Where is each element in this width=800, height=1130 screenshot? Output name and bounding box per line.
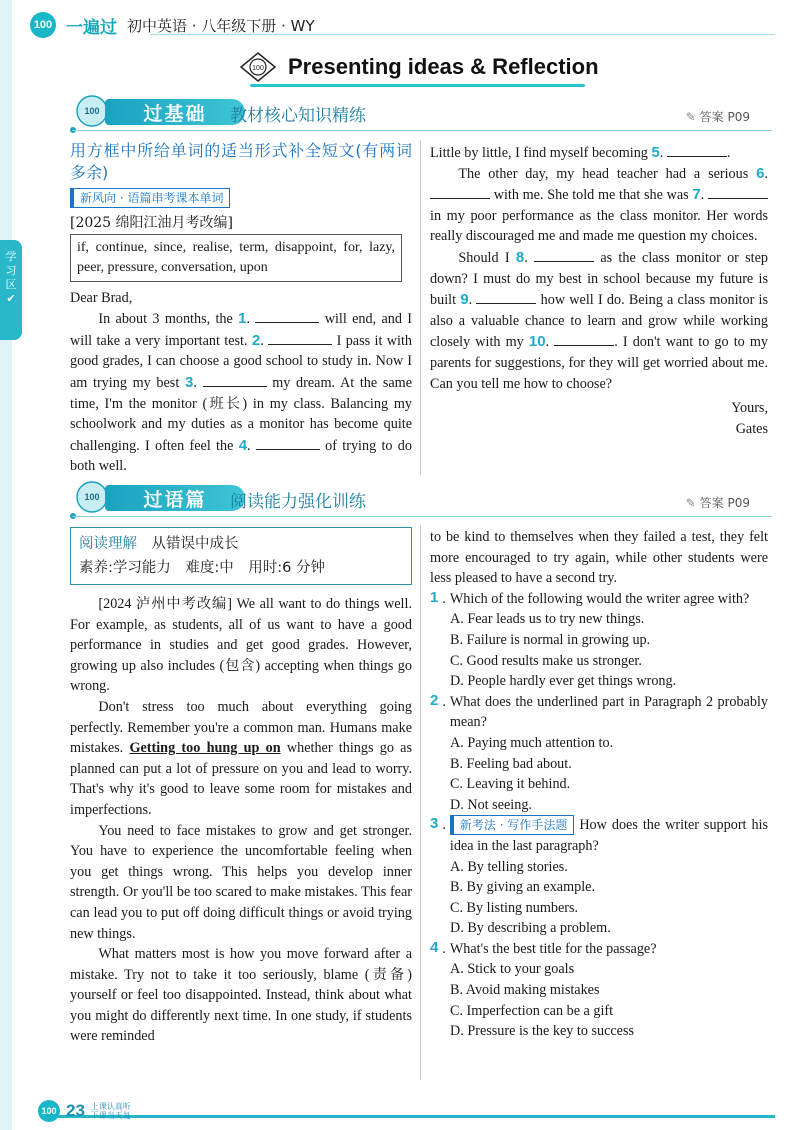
section-banner-label: 过基础	[105, 99, 245, 125]
page-edge-decoration	[0, 0, 12, 1130]
sidebar-study-tab[interactable]	[0, 240, 22, 340]
passage-paragraph-3: You need to face mistakes to grow and get stronger. You have to experience the uncomfortable feeling when you get things wrong. This helps you develop inner strength. Or you'll be too scared to make mistakes. This fear can lead you to put off doing difficult things or avoid trying new things.	[70, 822, 412, 942]
svg-text:100: 100	[252, 65, 264, 72]
letter-paragraph-3: Should I 8. as the class monitor or step down? I must do my best in school because my future is built 9. how well I do. Being a class monitor is also a valuable chance to learn and grow while working closely with my 10. . I don't want to go to my parents for suggestions, for they will get worried about me. Can you tell me how to choose?	[430, 248, 769, 392]
svg-text:100: 100	[84, 492, 100, 502]
letter-paragraph-1-cont: Little by little, I find myself becoming 5. .	[430, 144, 731, 161]
question-number: 3	[430, 815, 439, 833]
option[interactable]: A. Paying much attention to.	[450, 734, 614, 751]
question-text: What's the best title for the passage?	[449, 940, 657, 957]
answer-blank[interactable]	[534, 247, 594, 262]
check-icon: ✔	[6, 292, 16, 305]
column-divider	[420, 140, 421, 475]
banner-rule	[72, 130, 772, 131]
footer-bar	[40, 1115, 775, 1118]
answer-blank[interactable]	[476, 289, 536, 304]
letter-closing: Yours,	[731, 400, 768, 417]
exercise-tag: 新风向 · 语篇串考课本单词	[70, 188, 230, 208]
question-text: What does the underlined part in Paragraph 2 probably mean?	[449, 693, 768, 731]
question-text: Which of the following would the writer agree with?	[449, 590, 750, 607]
option[interactable]: C. Leaving it behind.	[450, 776, 571, 793]
footer-slogan: 下课当天复	[90, 1111, 131, 1120]
page-title: Presenting ideas & Reflection	[288, 54, 599, 79]
blank-number: 1	[238, 310, 247, 328]
answer-page: 答案 P09	[699, 110, 750, 124]
letter-greeting: Dear Brad,	[70, 289, 133, 306]
footer-page	[38, 1100, 131, 1122]
page-number: 23	[66, 1101, 85, 1120]
option[interactable]: D. People hardly ever get things wrong.	[450, 673, 677, 690]
blank-number: 6	[756, 164, 765, 182]
answer-link[interactable]	[686, 494, 750, 511]
letter-paragraph-2: The other day, my head teacher had a serious 6. with me. She told me that she was 7. in my poor performance as the class monitor. Her words really discouraged me and made me question my choices.	[430, 164, 768, 245]
option[interactable]: D. Pressure is the key to success	[450, 1023, 635, 1040]
option[interactable]: D. By describing a problem.	[450, 920, 611, 937]
question-tag: 新考法 · 写作手法题	[450, 815, 574, 835]
option[interactable]: C. Good results make us stronger.	[450, 652, 642, 669]
word-bank-box: if, continue, since, realise, term, disappoint, for, lazy, peer, pressure, conversation, upon	[70, 234, 402, 282]
option[interactable]: A. Stick to your goals	[450, 961, 575, 978]
banner-rule	[72, 516, 772, 517]
sidebar-tab-char: 学	[5, 250, 17, 263]
footer-logo-icon: 100	[38, 1100, 60, 1122]
option[interactable]: C. Imperfection can be a gift	[450, 1002, 614, 1019]
answer-blank[interactable]	[255, 308, 319, 323]
sidebar-tab-char: 习	[5, 264, 17, 277]
blank-number: 9	[460, 291, 469, 309]
answer-blank[interactable]	[268, 330, 332, 345]
option[interactable]: B. By giving an example.	[450, 879, 596, 896]
brand-logo-icon: 100	[30, 12, 56, 38]
section2-right-column	[430, 527, 768, 1042]
answer-page: 答案 P09	[699, 496, 750, 510]
section2-left-column	[70, 527, 412, 1047]
pencil-icon: ✎	[685, 495, 696, 510]
underlined-phrase: Getting too hung up on	[129, 740, 281, 757]
question-4: 4 . What's the best title for the passage?	[430, 939, 768, 960]
column-divider	[420, 525, 421, 1080]
footer-slogan: 上课认真听	[90, 1102, 131, 1111]
reading-topic: 从错误中成长	[151, 536, 239, 552]
option[interactable]: A. By telling stories.	[450, 858, 568, 875]
section-subtitle: 教材核心知识精练	[230, 106, 366, 126]
top-header	[30, 10, 315, 40]
blank-number: 3	[184, 373, 194, 391]
option[interactable]: B. Failure is normal in growing up.	[450, 631, 651, 648]
blank-number: 8	[515, 248, 525, 266]
reading-meta: 素养:学习能力 难度:中 用时:6 分钟	[79, 560, 325, 576]
blank-number: 5	[651, 144, 660, 161]
title-underline	[250, 84, 585, 87]
pencil-icon: ✎	[685, 109, 696, 124]
reading-info-box	[70, 527, 412, 585]
option[interactable]: C. By listing numbers.	[450, 899, 579, 916]
mascot-title-icon	[240, 52, 276, 82]
book-title: 初中英语 · 八年级下册 · WY	[127, 16, 315, 35]
answer-link[interactable]	[686, 108, 750, 125]
answer-blank[interactable]	[667, 142, 727, 157]
answer-blank[interactable]	[554, 331, 614, 346]
exercise-source: [2025 绵阳江油月考改编]	[70, 214, 234, 231]
question-2: 2 . What does the underlined part in Paragraph 2 probably mean?	[430, 692, 768, 733]
answer-blank[interactable]	[256, 435, 320, 450]
passage-paragraph-2: Don't stress too much about everything going perfectly. Remember you're a common man. Humans make mistakes. Getting too hung up on whether things go as planned can put a lot of pressure on you and lead to worry. That's why it's good to leave some room for mistakes and imperfections.	[70, 698, 412, 818]
page-title-wrap	[240, 52, 599, 82]
letter-signature: Gates	[735, 420, 768, 437]
passage-paragraph-4: What matters most is how you move forward after a mistake. Try not to take it too seriously, blame (责备) yourself or feel too disappointed. Instead, think about what you might do differently next time. In one study, if students were reminded	[70, 946, 412, 1045]
option[interactable]: B. Feeling bad about.	[450, 755, 572, 772]
blank-number: 4	[238, 436, 248, 454]
question-number: 4	[430, 938, 439, 956]
section-banner-basics	[70, 96, 770, 128]
option[interactable]: B. Avoid making mistakes	[450, 982, 600, 999]
section-subtitle: 阅读能力强化训练	[230, 492, 366, 512]
option[interactable]: A. Fear leads us to try new things.	[450, 611, 645, 628]
option[interactable]: D. Not seeing.	[450, 796, 532, 813]
answer-blank[interactable]	[430, 184, 490, 199]
question-text: How does the writer support his idea in the last paragraph?	[449, 817, 769, 854]
letter-paragraph-1: In about 3 months, the 1. will end, and I will take a very important test. 2. I pass it with good grades, I can choose a good school to study in. Now I am trying my best 3. my dream. At the same time, I'm the monitor (班长) in my class. Balancing my schoolwork and my duties as a monitor has become quite challenging. I often feel the 4. of trying to do both well.	[70, 310, 413, 475]
blank-number: 10	[528, 333, 546, 351]
answer-blank[interactable]	[203, 372, 267, 387]
exercise-instruction: 用方框中所给单词的适当形式补全短文(有两词多余)	[70, 141, 412, 182]
blank-number: 7	[692, 186, 701, 204]
question-number: 2	[430, 691, 439, 709]
answer-blank[interactable]	[708, 184, 768, 199]
section1-right-column	[430, 142, 768, 439]
section-banner-label: 过语篇	[105, 485, 245, 511]
reading-type: 阅读理解	[79, 536, 137, 552]
brand-name: 一遍过	[66, 17, 117, 37]
header-rule	[150, 34, 775, 35]
question-number: 1	[430, 588, 439, 606]
question-1: 1 . Which of the following would the writer agree with?	[430, 589, 768, 610]
blank-number: 2	[251, 331, 261, 349]
section-banner-reading	[70, 482, 770, 514]
passage-paragraph-4-cont: to be kind to themselves when they failed a test, they felt more encouraged to try again, while other students were less pleased to have a second try.	[430, 529, 768, 587]
section1-left-column	[70, 140, 412, 477]
passage-paragraph-1: [2024 泸州中考改编] We all want to do things well. For example, as students, all of us want to have a good performance in studies and get good grades. However, growing up also includes (包含) accepting when things go wrong.	[70, 596, 412, 695]
question-3: 3 . 新考法 · 写作手法题 How does the writer support his idea in the last paragraph?	[430, 815, 768, 856]
sidebar-tab-char: 区	[5, 278, 17, 291]
svg-text:100: 100	[84, 106, 100, 116]
